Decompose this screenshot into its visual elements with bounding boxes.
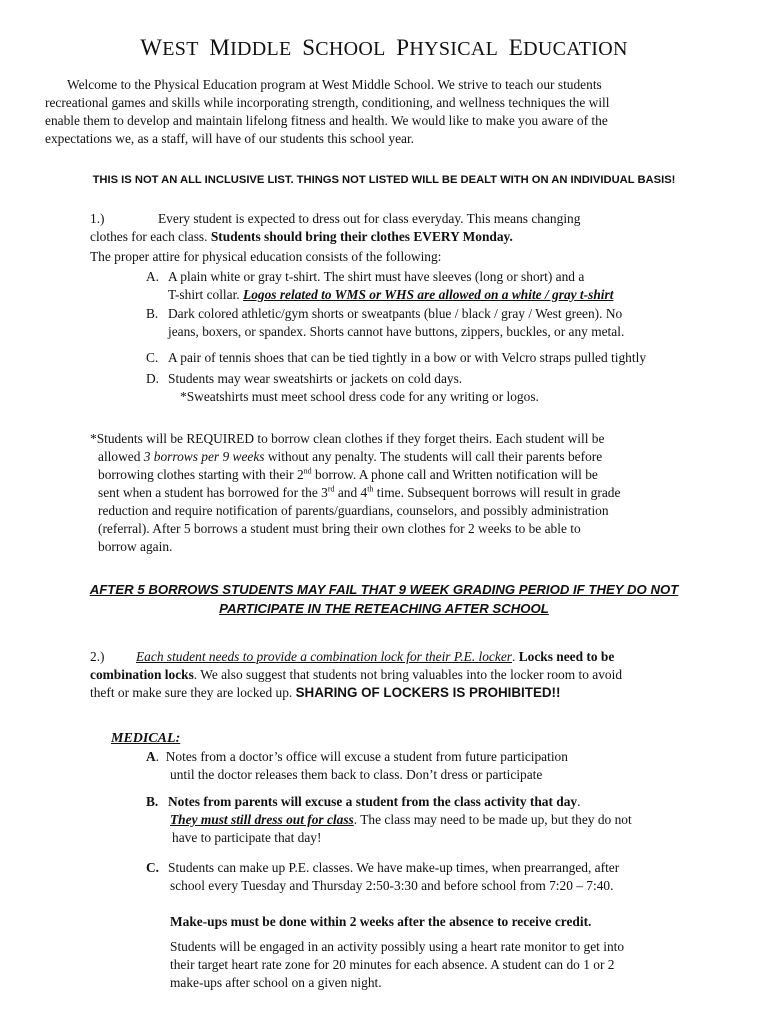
title-word-rest: EST	[162, 38, 199, 60]
text-run: without any penalty. The students will call their parents before	[264, 449, 603, 464]
attire-item-b-cont: jeans, boxers, or spandex. Shorts cannot have buttons, zippers, buckles, or any metal.	[168, 324, 625, 339]
ordinal-suffix: th	[367, 484, 374, 494]
bold-text: combination locks	[90, 667, 194, 682]
attire-item-a	[146, 268, 584, 286]
intro-line: enable them to develop and maintain lifelong fitness and health. We would like to make you aware of the	[45, 113, 608, 128]
item-label: A.	[146, 269, 160, 284]
bold-text: Notes from parents will excuse a student from the class activity that day	[168, 794, 578, 809]
item-text: T-shirt collar.	[168, 287, 244, 302]
bold-text: Locks need to be	[518, 649, 615, 664]
borrow-line: *Students will be REQUIRED to borrow clean clothes if they forget theirs. Each student will be	[90, 431, 605, 446]
bold-text: Students should bring their clothes EVERY Monday.	[210, 229, 513, 244]
page-title	[0, 35, 768, 62]
attire-item-c	[146, 349, 646, 367]
title-word-rest: HYSICAL	[409, 38, 499, 60]
warning-line: AFTER 5 BORROWS STUDENTS MAY FAIL THAT 9 WEEK GRADING PERIOD IF THEY DO NOT	[89, 582, 679, 597]
medical-item-a	[146, 748, 568, 766]
title-letter: M	[209, 35, 231, 60]
borrow-line: reduction and require notification of parents/guardians, counselors, and possibly administration	[98, 503, 609, 518]
warning-line: PARTICIPATE IN THE RETEACHING AFTER SCHOOL	[219, 601, 549, 616]
lock-requirement: Each student needs to provide a combination lock for their P.E. locker	[136, 649, 512, 664]
emphasis-text: They must still dress out for class	[170, 812, 354, 827]
medical-item-a-cont: until the doctor releases them back to class. Don’t dress or participate	[170, 767, 543, 782]
medical-heading: MEDICAL:	[111, 731, 181, 746]
text-run: .	[577, 794, 581, 809]
section2-line	[90, 684, 560, 702]
title-letter: E	[508, 35, 524, 60]
item-label-dot: .	[155, 749, 160, 764]
text-run: allowed	[98, 449, 144, 464]
text-run: borrow. A phone call and Written notification will be	[311, 467, 598, 482]
item-text: Dark colored athletic/gym shorts or sweatpants (blue / black / gray / West green). No	[168, 306, 623, 321]
item-label: A	[146, 749, 156, 764]
attire-item-a-cont	[168, 286, 613, 304]
attire-item-b	[146, 305, 622, 323]
item-label: D.	[146, 371, 160, 386]
title-word-rest: DUCATION	[523, 38, 628, 60]
intro-line: expectations we, as a staff, will have of our students this school year.	[45, 131, 415, 146]
medical-item-b-cont	[170, 811, 632, 829]
engaged-line: Students will be engaged in an activity possibly using a heart rate monitor to get into	[170, 939, 625, 954]
title-letter: S	[302, 35, 316, 60]
borrow-line	[98, 448, 602, 466]
title-letter: W	[140, 35, 163, 60]
item-text: Notes from a doctor’s office will excuse a student from future participation	[165, 749, 568, 764]
item-text: A plain white or gray t-shirt. The shirt must have sleeves (long or short) and a	[168, 269, 585, 284]
italic-text: 3 borrows per 9 weeks	[143, 449, 265, 464]
title-word-rest: CHOOL	[315, 38, 386, 60]
section1-line	[90, 228, 513, 246]
item-label: B.	[146, 306, 159, 321]
borrow-line	[98, 466, 598, 484]
borrow-line: (referral). After 5 borrows a student must bring their own clothes for 2 weeks to be able to	[98, 521, 581, 536]
title-word-rest: IDDLE	[230, 38, 292, 60]
attire-item-d-note: *Sweatshirts must meet school dress code for any writing or logos.	[180, 389, 539, 404]
text-run: . We also suggest that students not bring valuables into the locker room to avoid	[193, 667, 623, 682]
section-number: 1.)	[90, 211, 105, 226]
item-text: Students can make up P.E. classes. We have make-up times, when prearranged, after	[168, 860, 620, 875]
item-label: B.	[146, 794, 159, 809]
item-text: Students may wear sweatshirts or jackets on cold days.	[168, 371, 463, 386]
text-run: time. Subsequent borrows will result in grade	[373, 485, 621, 500]
intro-line: Welcome to the Physical Education program at West Middle School. We strive to teach our students	[67, 77, 602, 92]
attire-item-d	[146, 370, 462, 388]
text-run: theft or make sure they are locked up.	[90, 685, 296, 700]
item-label: C.	[146, 860, 160, 875]
section2-line	[136, 648, 614, 666]
item-label: C.	[146, 350, 159, 365]
intro-line: recreational games and skills while incorporating strength, conditioning, and wellness techniques the will	[45, 95, 610, 110]
borrow-line: borrow again.	[98, 539, 173, 554]
medical-item-b-cont: have to participate that day!	[172, 830, 322, 845]
medical-item-b	[146, 793, 580, 811]
section2-line	[90, 666, 622, 684]
notice-banner: THIS IS NOT AN ALL INCLUSIVE LIST. THINGS NOT LISTED WILL BE DEALT WITH ON AN INDIVIDUAL BASIS!	[92, 174, 676, 186]
ordinal-suffix: rd	[327, 484, 335, 494]
section-number: 2.)	[90, 649, 105, 664]
medical-item-c	[146, 859, 619, 877]
ordinal-suffix: nd	[303, 466, 312, 476]
text-run: borrowing clothes starting with their 2	[98, 467, 304, 482]
engaged-line: make-ups after school on a given night.	[170, 975, 382, 990]
borrow-line	[98, 484, 620, 502]
item-text: A pair of tennis shoes that can be tied tightly in a bow or with Velcro straps pulled tightly	[168, 350, 647, 365]
text-run: and 4	[334, 485, 368, 500]
engaged-line: their target heart rate zone for 20 minutes for each absence. A student can do 1 or 2	[170, 957, 615, 972]
text-run: . The class may need to be made up, but they do not	[353, 812, 632, 827]
text-run: clothes for each class.	[90, 229, 211, 244]
title-letter: P	[396, 35, 410, 60]
text-run: .	[511, 649, 519, 664]
section1-line: Every student is expected to dress out for class everyday. This means changing	[158, 211, 581, 226]
emphasis-text: Logos related to WMS or WHS are allowed on a white / gray t-shirt	[243, 287, 614, 302]
medical-item-c-cont: school every Tuesday and Thursday 2:50-3:30 and before school from 7:20 – 7:40.	[170, 878, 614, 893]
attire-intro: The proper attire for physical education consists of the following:	[90, 249, 442, 264]
text-run: sent when a student has borrowed for the 3	[98, 485, 328, 500]
bold-text: SHARING OF LOCKERS IS PROHIBITED!!	[295, 685, 561, 700]
makeup-deadline: Make-ups must be done within 2 weeks after the absence to receive credit.	[170, 914, 592, 929]
